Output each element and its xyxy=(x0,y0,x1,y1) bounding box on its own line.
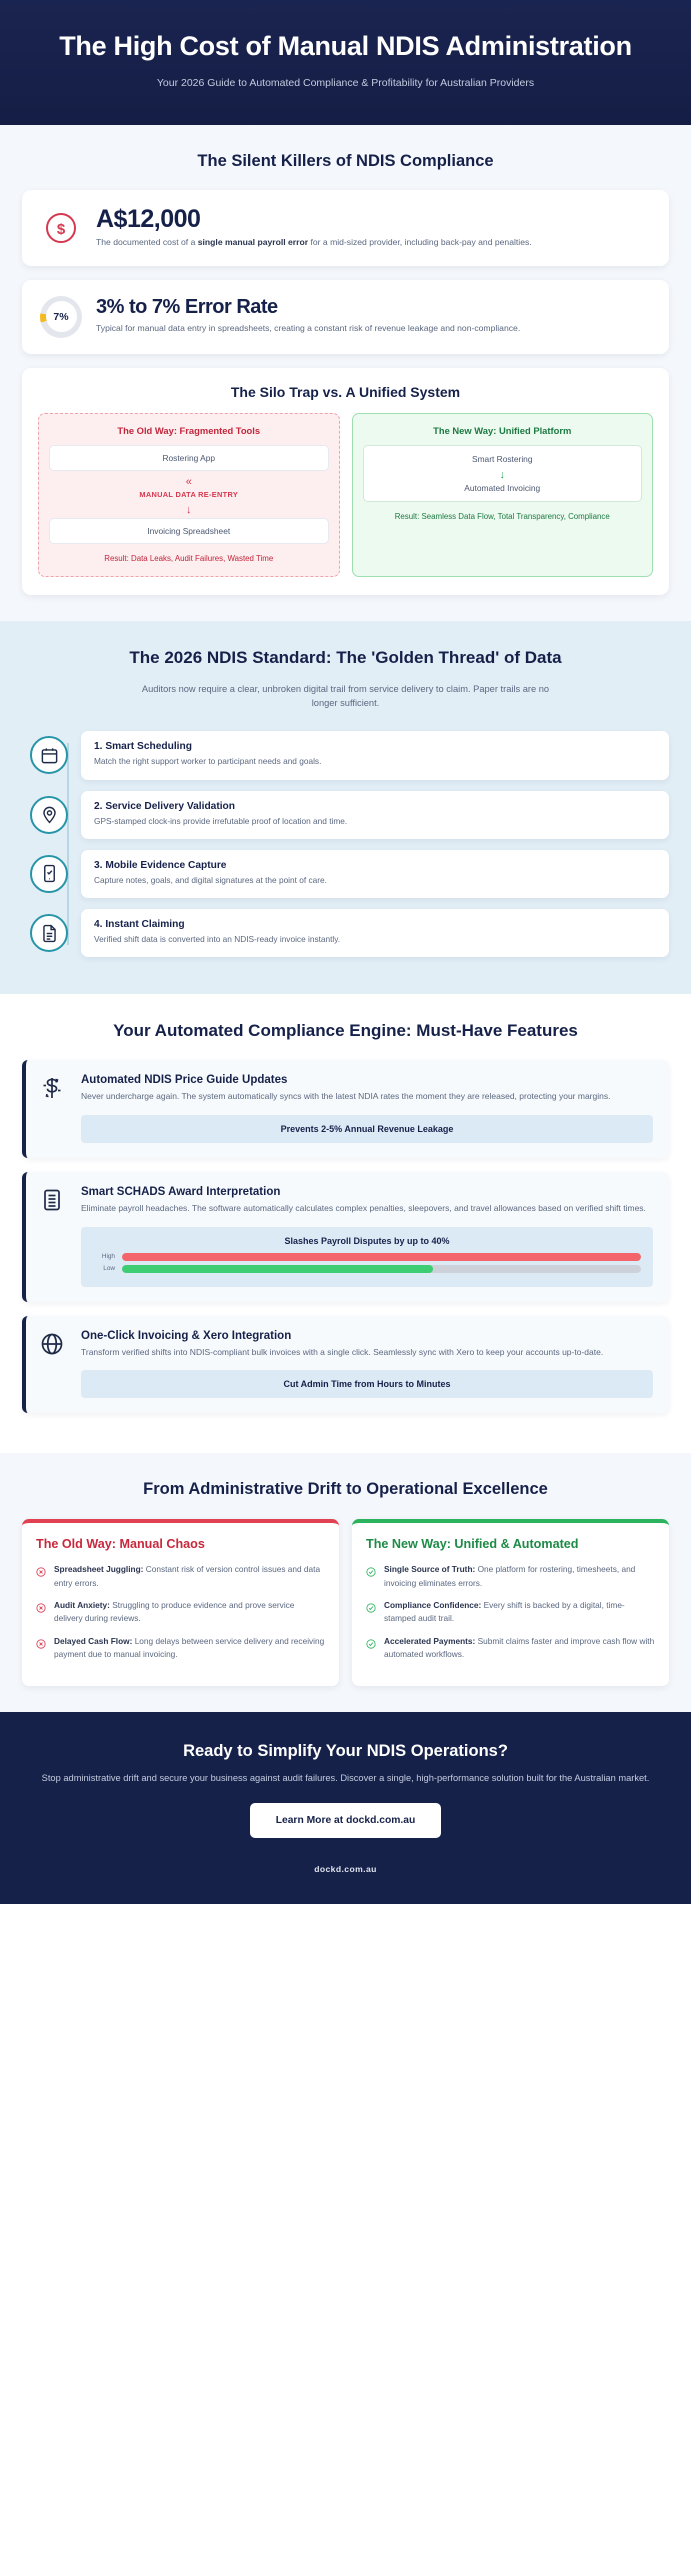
feature-card-schads xyxy=(22,1172,669,1302)
dollar-sync-icon xyxy=(40,1074,68,1143)
silo-title: The Silo Trap vs. A Unified System xyxy=(230,383,461,400)
comparison-section xyxy=(0,1453,691,1712)
dollar-circle-icon xyxy=(40,211,82,245)
silo-old-arrow-up-icon: « xyxy=(185,475,192,488)
list-item-text: Audit Anxiety: Struggling to produce evidence and prove service delivery during reviews. xyxy=(54,1599,295,1624)
cta-section xyxy=(0,1712,691,1904)
cta-subtitle: Stop administrative drift and secure your business against audit failures. Discover a single, high-performance solution built for the Australian market. xyxy=(41,1773,650,1784)
document-lines-icon xyxy=(40,1186,68,1287)
feature-badge: Prevents 2-5% Annual Revenue Leakage xyxy=(81,1115,653,1143)
calendar-icon xyxy=(30,736,68,774)
golden-thread-timeline xyxy=(22,731,669,957)
check-circle-icon xyxy=(366,1599,377,1626)
timeline-step-title: 3. Mobile Evidence Capture xyxy=(94,859,227,871)
bar-fill-low xyxy=(122,1265,433,1273)
stat-description: Typical for manual data entry in spreadsheets, creating a constant risk of revenue leakage and non-compliance. xyxy=(96,323,521,334)
silo-old-way-column xyxy=(38,413,340,578)
timeline-step-desc: Capture notes, goals, and digital signatures at the point of care. xyxy=(94,874,327,885)
section-title: Your Automated Compliance Engine: Must-Have Features xyxy=(113,1021,578,1041)
silo-old-result: Result: Data Leaks, Audit Failures, Wasted Time xyxy=(104,553,274,563)
list-item-text: Single Source of Truth: One platform for rostering, timesheets, and invoicing eliminates errors. xyxy=(384,1564,636,1588)
stat-value: A$12,000 xyxy=(96,205,201,234)
learn-more-button[interactable]: Learn More at dockd.com.au xyxy=(250,1803,442,1838)
document-icon xyxy=(30,914,68,952)
list-item xyxy=(366,1635,655,1662)
silo-old-arrow-down-icon: ↓ xyxy=(186,503,192,516)
chart-title: Slashes Payroll Disputes by up to 40% xyxy=(284,1235,450,1246)
svg-text:$: $ xyxy=(56,220,66,238)
timeline-step-title: 2. Service Delivery Validation xyxy=(94,800,236,812)
features-section xyxy=(0,994,691,1453)
list-item xyxy=(36,1599,325,1626)
timeline-step xyxy=(30,731,669,779)
golden-thread-section xyxy=(0,621,691,994)
comparison-old-way-card xyxy=(22,1519,339,1686)
check-circle-icon xyxy=(366,1563,377,1590)
comparison-new-heading: The New Way: Unified & Automated xyxy=(366,1536,579,1551)
feature-title: Automated NDIS Price Guide Updates xyxy=(81,1074,288,1087)
mobile-check-icon xyxy=(30,855,68,893)
hero-header xyxy=(0,0,691,125)
timeline-step xyxy=(30,909,669,957)
footer-domain: dockd.com.au xyxy=(314,1864,377,1875)
cta-title: Ready to Simplify Your NDIS Operations? xyxy=(183,1742,508,1761)
timeline-step xyxy=(30,850,669,898)
silo-new-result: Result: Seamless Data Flow, Total Transparency, Compliance xyxy=(394,511,610,521)
donut-chart-icon xyxy=(40,296,82,338)
x-circle-icon xyxy=(36,1563,47,1590)
comparison-old-heading: The Old Way: Manual Chaos xyxy=(36,1536,205,1551)
stat-description: The documented cost of a single manual payroll error for a mid-sized provider, including back-pay and penalties. xyxy=(96,237,532,248)
chart-bar-row xyxy=(93,1253,641,1261)
silo-new-arrow-down-icon: ↓ xyxy=(499,468,505,481)
donut-center-label: 7% xyxy=(46,301,77,332)
check-circle-icon xyxy=(366,1635,377,1662)
section-subtitle: Auditors now require a clear, unbroken digital trail from service delivery to claim. Paper trails are no longer sufficient. xyxy=(141,683,550,709)
list-item-text: Spreadsheet Juggling: Constant risk of version control issues and data entry errors. xyxy=(54,1564,321,1588)
timeline-step-desc: Verified shift data is converted into an NDIS-ready invoice instantly. xyxy=(94,934,341,945)
feature-title: Smart SCHADS Award Interpretation xyxy=(81,1186,281,1199)
feature-desc: Never undercharge again. The system automatically syncs with the latest NDIA rates the moment they are released, protecting your margins. xyxy=(81,1091,611,1102)
timeline-step xyxy=(30,791,669,839)
bar-label: High xyxy=(101,1253,115,1261)
feature-title: One-Click Invoicing & Xero Integration xyxy=(81,1329,292,1342)
bar-fill-high xyxy=(122,1253,641,1261)
silo-new-way-column xyxy=(352,413,654,578)
silo-new-heading: The New Way: Unified Platform xyxy=(433,424,572,436)
comparison-new-way-card xyxy=(352,1519,669,1686)
list-item xyxy=(36,1563,325,1590)
x-circle-icon xyxy=(36,1599,47,1626)
stat-card-cost xyxy=(22,190,669,266)
feature-card-invoicing xyxy=(22,1316,669,1414)
timeline-step-desc: GPS-stamped clock-ins provide irrefutable proof of location and time. xyxy=(94,815,348,826)
x-circle-icon xyxy=(36,1635,47,1662)
feature-desc: Transform verified shifts into NDIS-compliant bulk invoices with a single click. Seamlessly sync with Xero to keep your accounts up-to-date. xyxy=(81,1346,604,1357)
timeline-step-desc: Match the right support worker to participant needs and goals. xyxy=(94,756,322,767)
silo-old-box-1: Rostering App xyxy=(49,445,329,471)
silo-old-heading: The Old Way: Fragmented Tools xyxy=(117,424,261,436)
list-item xyxy=(36,1635,325,1662)
feature-card-price-guide xyxy=(22,1060,669,1158)
silo-new-box-2: Automated Invoicing xyxy=(464,482,541,493)
bar-label: Low xyxy=(103,1265,115,1273)
silo-old-box-2: Invoicing Spreadsheet xyxy=(49,518,329,544)
feature-desc: Eliminate payroll headaches. The software automatically calculates complex penalties, sleepovers, and travel allowances based on verified shift times. xyxy=(81,1203,646,1214)
page-title: The High Cost of Manual NDIS Administration xyxy=(59,31,632,61)
timeline-step-title: 1. Smart Scheduling xyxy=(94,741,192,753)
timeline-step-title: 4. Instant Claiming xyxy=(94,919,185,931)
list-item-text: Accelerated Payments: Submit claims faster and improve cash flow with automated workflows. xyxy=(384,1635,655,1659)
feature-badge: Cut Admin Time from Hours to Minutes xyxy=(81,1370,653,1398)
silent-killers-section xyxy=(0,125,691,622)
list-item xyxy=(366,1599,655,1626)
stat-card-error-rate xyxy=(22,280,669,354)
chart-bar-row xyxy=(93,1265,641,1273)
section-title: The 2026 NDIS Standard: The 'Golden Thread' of Data xyxy=(129,648,562,668)
hero-subtitle: Your 2026 Guide to Automated Compliance & Profitability for Australian Providers xyxy=(156,76,535,89)
section-title: The Silent Killers of NDIS Compliance xyxy=(197,151,494,170)
silo-new-box-1: Smart Rostering xyxy=(471,453,533,464)
map-pin-icon xyxy=(30,796,68,834)
list-item-text: Delayed Cash Flow: Long delays between service delivery and receiving payment due to manual invoicing. xyxy=(54,1635,325,1659)
silo-reentry-label: MANUAL DATA RE-ENTRY xyxy=(139,489,239,499)
list-item xyxy=(366,1563,655,1590)
payroll-dispute-chart xyxy=(81,1227,653,1287)
section-title: From Administrative Drift to Operational Excellence xyxy=(143,1480,548,1499)
list-item-text: Compliance Confidence: Every shift is backed by a digital, time-stamped audit trail. xyxy=(384,1599,625,1624)
globe-icon xyxy=(40,1330,68,1399)
silo-trap-card xyxy=(22,368,669,596)
stat-value: 3% to 7% Error Rate xyxy=(96,296,278,319)
